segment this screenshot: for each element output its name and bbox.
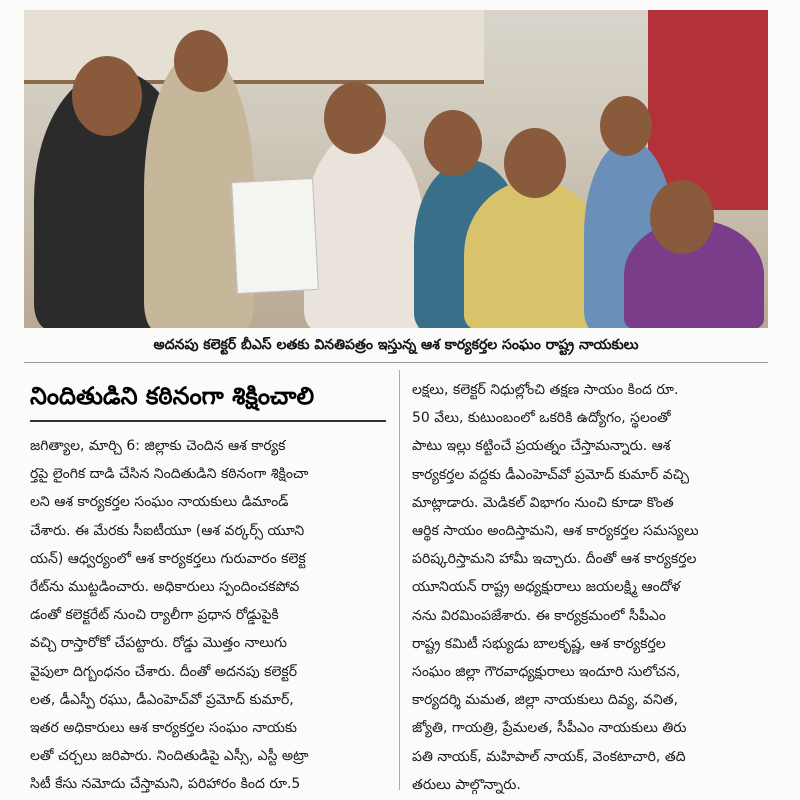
- headline: నిందితుడిని కఠినంగా శిక్షించాలి: [30, 382, 315, 410]
- person-head: [72, 56, 142, 136]
- article-line: లని ఆశ కార్యకర్తల సంఘం నాయకులు డిమాండ్: [30, 494, 289, 511]
- article-line: వైపులా దిగ్బంధనం చేశారు. దీంతో అదనపు కలెక్టర్: [30, 663, 298, 680]
- caption-rule: [24, 362, 768, 363]
- article-line: పరిష్కరిస్తామని హామీ ఇచ్చారు. దీంతో ఆశ కార్యకర్తల: [412, 551, 697, 568]
- article-line: యన్) ఆధ్వర్యంలో ఆశ కార్యకర్తలు గురువారం కలెక్ట: [30, 550, 306, 567]
- article-column-left: [30, 432, 386, 799]
- article-line: ఆర్థిక సాయం అందిస్తామని, ఆశ కార్యకర్తల సమస్యలు: [412, 523, 699, 540]
- article-line: లత, డీఎస్పీ రఘు, డీఎంహెచ్‌వో ప్రమోద్ కుమార్,: [30, 691, 294, 708]
- article-line: జ్యోతి, గాయత్రి, ప్రేమలత, సీపీఎం నాయకులు తిరు: [412, 720, 687, 737]
- person-head: [504, 128, 566, 198]
- article-line: చేశారు. ఈ మేరకు సీఐటీయూ (ఆశ వర్కర్స్ యూని: [30, 522, 305, 539]
- article-line: ర్తపై లైంగిక దాడి చేసిన నిందితుడిని కఠినంగా శిక్షించా: [30, 466, 309, 483]
- photo-caption: అదనపు కలెక్టర్ బీఎస్ లతకు వినతిపత్రం ఇస్తున్న ఆశ కార్యకర్తల సంఘం రాష్ట్ర నాయకులు: [153, 337, 639, 353]
- article-line: వచ్చి రాస్తారోకో చేపట్టారు. రోడ్డు మొత్తం నాలుగు: [30, 635, 287, 652]
- person-head: [650, 180, 714, 254]
- article-line: డంతో కలెక్టరేట్ నుంచి ర్యాలీగా ప్రధాన రోడ్డుపైకి: [30, 607, 279, 624]
- article-line: లక్షలు, కలెక్టర్ నిధుల్లోంచి తక్షణ సాయం కింద రూ.: [412, 382, 679, 398]
- article-line: సంఘం జిల్లా గౌరవాధ్యక్షురాలు ఇందూరి సులోచన,: [412, 664, 681, 681]
- article-line: పాటు ఇల్లు కట్టించే ప్రయత్నం చేస్తామన్నారు. ఆశ: [412, 438, 671, 455]
- article-column-right: [412, 376, 768, 799]
- article-line: ఇతర అధికారులు ఆశ కార్యకర్తల సంఘం నాయకు: [30, 720, 298, 737]
- person-head: [324, 82, 386, 154]
- person-head: [424, 110, 482, 176]
- news-photo: [24, 10, 768, 328]
- article-line: జగిత్యాల, మార్చి 6: జిల్లాకు చెందిన ఆశ కార్యక: [30, 438, 286, 454]
- article-line: రేట్‌ను ముట్టడించారు. అధికారులు స్పందించకపోవ: [30, 579, 300, 596]
- person-head: [600, 96, 652, 156]
- column-divider: [399, 370, 400, 790]
- article-line: కార్యకర్తల వద్దకు డీఎంహెచ్‌వో ప్రమోద్ కుమార్ వచ్చి: [412, 466, 690, 483]
- petition-paper: [231, 178, 319, 294]
- article-line: లతో చర్చలు జరిపారు. నిందితుడిపై ఎస్సీ, ఎస్టీ అట్రా: [30, 748, 309, 765]
- article-line: మాట్లాడారు. మెడికల్ విభాగం నుంచి కూడా కొంత: [412, 494, 674, 511]
- article-line: 50 వేలు, కుటుంబంలో ఒకరికి ఉద్యోగం, స్థలంతో: [412, 410, 671, 427]
- person-head: [174, 30, 228, 92]
- person-leader: [304, 130, 424, 328]
- article-line: పతి నాయక్, మహిపాల్ నాయక్, వెంకటాచారి, తది: [412, 748, 686, 765]
- article-line: నను విరమింపజేశారు. ఈ కార్యక్రమంలో సీపీఎం: [412, 607, 666, 624]
- article-line: తరులు పాల్గొన్నారు.: [412, 776, 521, 793]
- article-line: కార్యదర్శి మమత, జిల్లా నాయకులు దివ్య, వనిత,: [412, 692, 679, 709]
- article-line: సిటీ కేసు నమోదు చేస్తామని, పరిహారం కింద రూ.5: [30, 776, 301, 793]
- person-member: [464, 180, 604, 328]
- article-line: రాష్ట్ర కమిటీ సభ్యుడు బాలకృష్ణ, ఆశ కార్యకర్తల: [412, 635, 666, 652]
- article-line: యూనియన్ రాష్ట్ర అధ్యక్షురాలు జయలక్ష్మి ఆందోళ: [412, 579, 681, 596]
- headline-underline: [30, 420, 386, 422]
